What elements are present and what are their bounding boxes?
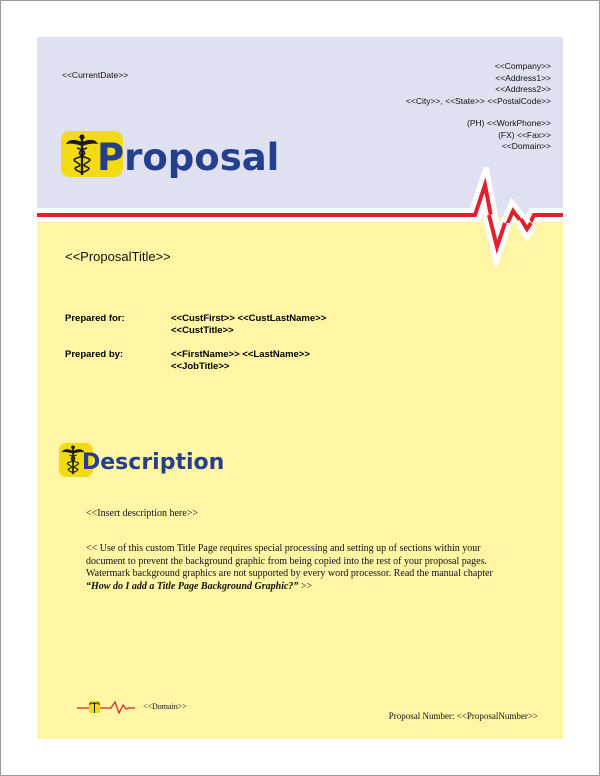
heartbeat-line-icon: [77, 699, 135, 715]
proposal-logo-title: [97, 137, 279, 179]
description-heading: [82, 450, 224, 476]
prepared-by-value: [171, 349, 310, 373]
prepared-by-label: Prepared by:: [65, 349, 124, 360]
manual-chapter-title: “How do I add a Title Page Background Graphic?”: [86, 580, 299, 592]
author-job-title: <<JobTitle>>: [171, 361, 230, 372]
company-address-block: [406, 61, 551, 107]
logo-rest: roposal: [124, 136, 280, 179]
logo-letter: P: [97, 136, 125, 179]
document-page: [37, 37, 563, 739]
footer-domain: <<Domain>>: [143, 702, 187, 711]
description-heading-rest: escription: [100, 450, 225, 475]
work-phone: (PH) <<WorkPhone>>: [467, 118, 551, 128]
domain: <<Domain>>: [501, 141, 551, 151]
description-heading-letter: D: [82, 450, 101, 475]
description-body: [86, 543, 511, 593]
contact-block: [467, 118, 551, 153]
current-date: <<CurrentDate>>: [62, 70, 129, 80]
prepared-for-value: [171, 313, 326, 337]
customer-name: <<CustFirst>> <<CustLastName>>: [171, 313, 327, 324]
proposal-number: Proposal Number: <<ProposalNumber>>: [388, 711, 538, 721]
prepared-for-label: Prepared for:: [65, 313, 125, 324]
description-body-end: >>: [298, 580, 313, 592]
fax: (FX) <<Fax>>: [498, 129, 551, 140]
city-state-postal: <<City>>, <<State>> <<PostalCode>>: [405, 95, 551, 106]
address2: <<Address2>>: [495, 84, 551, 94]
caduceus-icon: [65, 133, 99, 177]
description-placeholder: <<Insert description here>>: [86, 508, 198, 519]
proposal-title: <<ProposalTitle>>: [65, 249, 171, 264]
address1: <<Address1>>: [495, 72, 551, 83]
company: <<Company>>: [494, 61, 551, 71]
description-body-text: << Use of this custom Title Page requires special processing and setting up of sections within your document to prevent the background graphic from being copied into the rest of your proposal pages. Watermark background graphics are not supported by every word processor. Read the manual chapter: [86, 543, 493, 579]
customer-title: <<CustTitle>>: [171, 325, 234, 336]
author-name: <<FirstName>> <<LastName>>: [171, 349, 310, 360]
